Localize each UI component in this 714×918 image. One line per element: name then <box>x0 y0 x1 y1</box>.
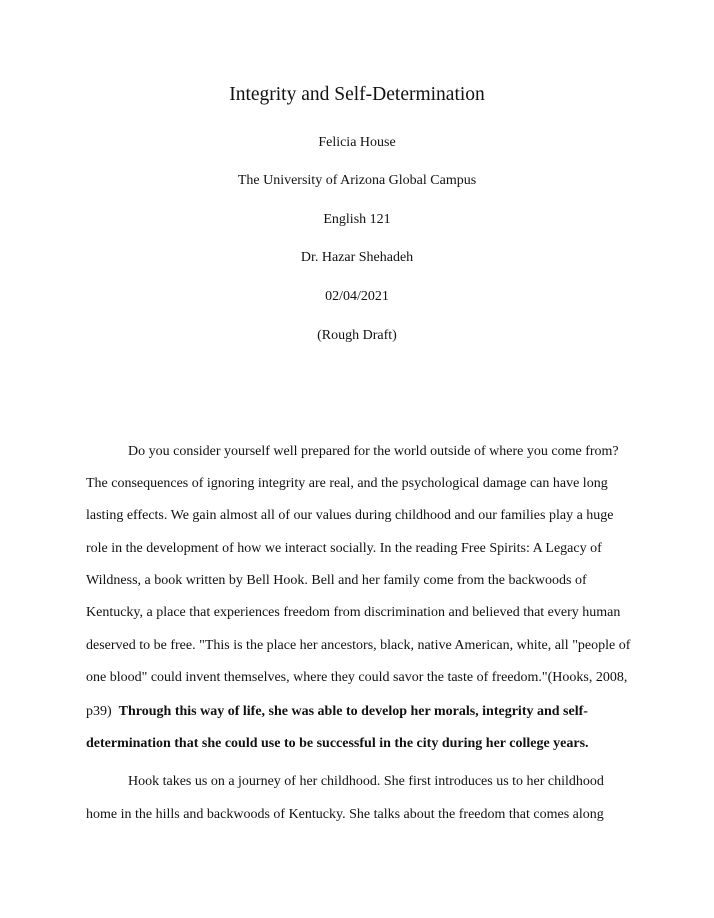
paragraph-1-line-9 <box>86 703 588 721</box>
instructor-name: Dr. Hazar Shehadeh <box>300 250 414 265</box>
institution-name: The University of Arizona Global Campus <box>237 173 477 188</box>
paragraph-2-line-2: home in the hills and backwoods of Kentucky. She talks about the freedom that comes along <box>86 807 604 822</box>
paragraph-1-line-6: Kentucky, a place that experiences freedom from discrimination and believed that every human <box>86 605 621 620</box>
thesis-text-end: determination that she could use to be successful in the city during her college years. <box>86 736 589 751</box>
paragraph-1-line-7: deserved to be free. "This is the place her ancestors, black, native American, white, all "people of <box>86 638 631 653</box>
course-name: English 121 <box>323 212 391 227</box>
paragraph-1-line-8: one blood" could invent themselves, where they could savor the taste of freedom."(Hooks, 2008, <box>86 670 628 685</box>
thesis-text-start: Through this way of life, she was able to develop her morals, integrity and self- <box>118 704 588 719</box>
paragraph-1-line-3: lasting effects. We gain almost all of our values during childhood and our families play a huge <box>86 508 614 523</box>
citation-text: p39) <box>86 704 119 719</box>
paragraph-2-line-1: Hook takes us on a journey of her childhood. She first introduces us to her childhood <box>128 774 604 789</box>
paragraph-1-line-1: Do you consider yourself well prepared for the world outside of where you come from? <box>128 444 619 459</box>
paper-date: 02/04/2021 <box>325 289 389 304</box>
draft-note: (Rough Draft) <box>317 328 397 343</box>
paragraph-1-line-5: Wildness, a book written by Bell Hook. Bell and her family come from the backwoods of <box>86 573 587 588</box>
paragraph-1-line-2: The consequences of ignoring integrity are real, and the psychological damage can have long <box>86 476 608 491</box>
paper-title: Integrity and Self-Determination <box>229 84 485 105</box>
paragraph-1-line-4: role in the development of how we interact socially. In the reading Free Spirits: A Legacy of <box>86 541 602 556</box>
author-name: Felicia House <box>318 135 396 150</box>
